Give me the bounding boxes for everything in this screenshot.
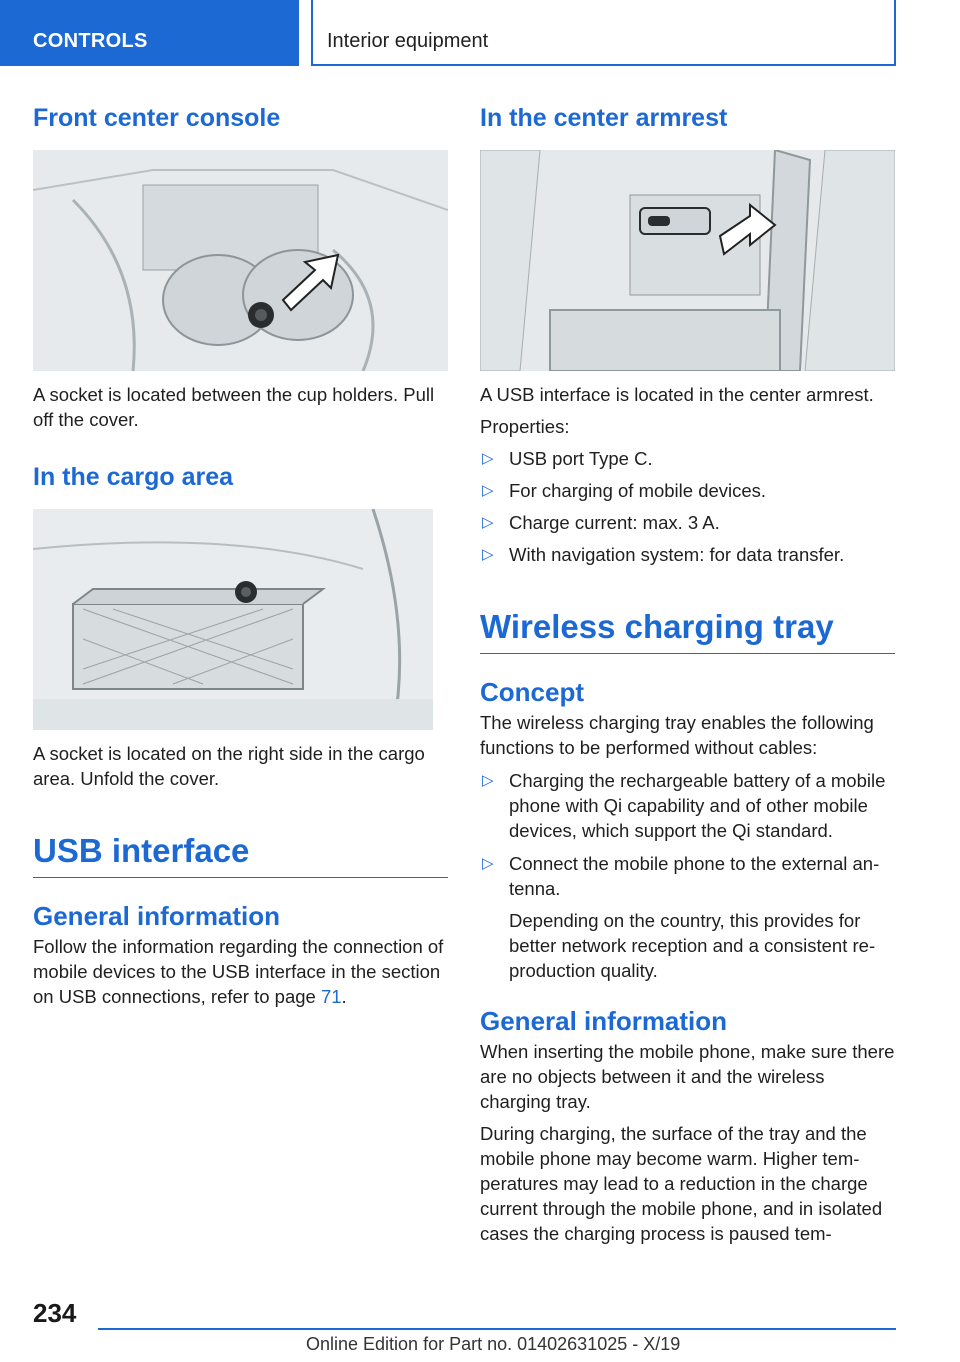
chapter-label: Interior equipment (327, 30, 489, 52)
right-column (480, 100, 895, 1246)
front-console-heading: Front center console (33, 104, 281, 132)
list-item (480, 510, 895, 535)
page-ref-link[interactable]: 71 (320, 986, 342, 1007)
armrest-caption: A USB interface is located in the center armrest. (480, 384, 874, 405)
property-text: Charge current: max. 3 A. (509, 512, 720, 533)
usb-general-body: Follow the information regarding the connection of mobile devices to the USB interface in the section on USB connections, refer to page (33, 936, 444, 1007)
triangle-bullet-icon: ▷ (482, 482, 494, 499)
armrest-heading: In the center armrest (480, 104, 728, 132)
section-tab (0, 0, 299, 66)
properties-list (480, 446, 895, 567)
list-item (480, 851, 895, 901)
wireless-general-p1: When inserting the mobile phone, make sure there are no objects between it and the wireless charging tray. (480, 1041, 895, 1112)
page-number: 234 (33, 1298, 77, 1328)
triangle-bullet-icon: ▷ (482, 450, 494, 467)
properties-label: Properties: (480, 416, 570, 437)
cup-holder-socket-illustration (33, 150, 448, 371)
concept-item-text: Connect the mobile phone to the external antenna. (509, 853, 880, 899)
concept-item-note: Depending on the country, this provides for better network reception and a consistent reproduction quality. (509, 910, 876, 981)
section-label: CONTROLS (33, 30, 148, 52)
concept-heading: Concept (480, 677, 584, 707)
wireless-charging-title: Wireless charging tray (480, 605, 895, 654)
wireless-general-p2: During charging, the surface of the tray and the mobile phone may become warm. Higher temperatures may lead to a reduction in the charge current through the mobile phone, and in isolated cases the charging process is paused tem- (480, 1123, 883, 1244)
list-item (480, 446, 895, 471)
front-console-figure (33, 150, 448, 371)
usb-general-end: . (341, 986, 347, 1007)
usb-interface-title: USB interface (33, 829, 448, 878)
cargo-socket-illustration (33, 509, 433, 730)
list-item (480, 768, 895, 843)
front-console-caption: A socket is located between the cup holders. Pull off the cover. (33, 384, 435, 430)
list-item (480, 478, 895, 503)
armrest-usb-illustration (480, 150, 895, 371)
concept-list (480, 768, 895, 901)
wireless-general-heading: General information (480, 1006, 728, 1036)
cargo-area-heading: In the cargo area (33, 463, 234, 491)
triangle-bullet-icon: ▷ (482, 514, 494, 531)
chapter-tab (311, 0, 896, 66)
footer-divider (98, 1328, 896, 1330)
property-text: For charging of mobile devices. (509, 480, 767, 501)
cargo-area-figure (33, 509, 433, 730)
triangle-bullet-icon: ▷ (482, 546, 494, 563)
property-text: With navigation system: for data transfer. (509, 544, 845, 565)
armrest-figure (480, 150, 895, 371)
cargo-area-caption: A socket is located on the right side in the cargo area. Unfold the cover. (33, 743, 425, 789)
concept-item-text: Charging the rechargeable battery of a mobile phone with Qi capability and of other mobile devices, which support the Qi standard. (509, 770, 886, 841)
usb-general-text (33, 934, 448, 1009)
list-item (480, 542, 895, 567)
concept-text: The wireless charging tray enables the following functions to be performed without cables: (480, 712, 874, 758)
triangle-bullet-icon: ▷ (482, 772, 494, 789)
edition-footer: Online Edition for Part no. 01402631025 - X/19 (306, 1334, 681, 1354)
triangle-bullet-icon: ▷ (482, 855, 494, 872)
usb-general-heading: General information (33, 901, 281, 931)
left-column (33, 100, 448, 1009)
property-text: USB port Type C. (509, 448, 653, 469)
